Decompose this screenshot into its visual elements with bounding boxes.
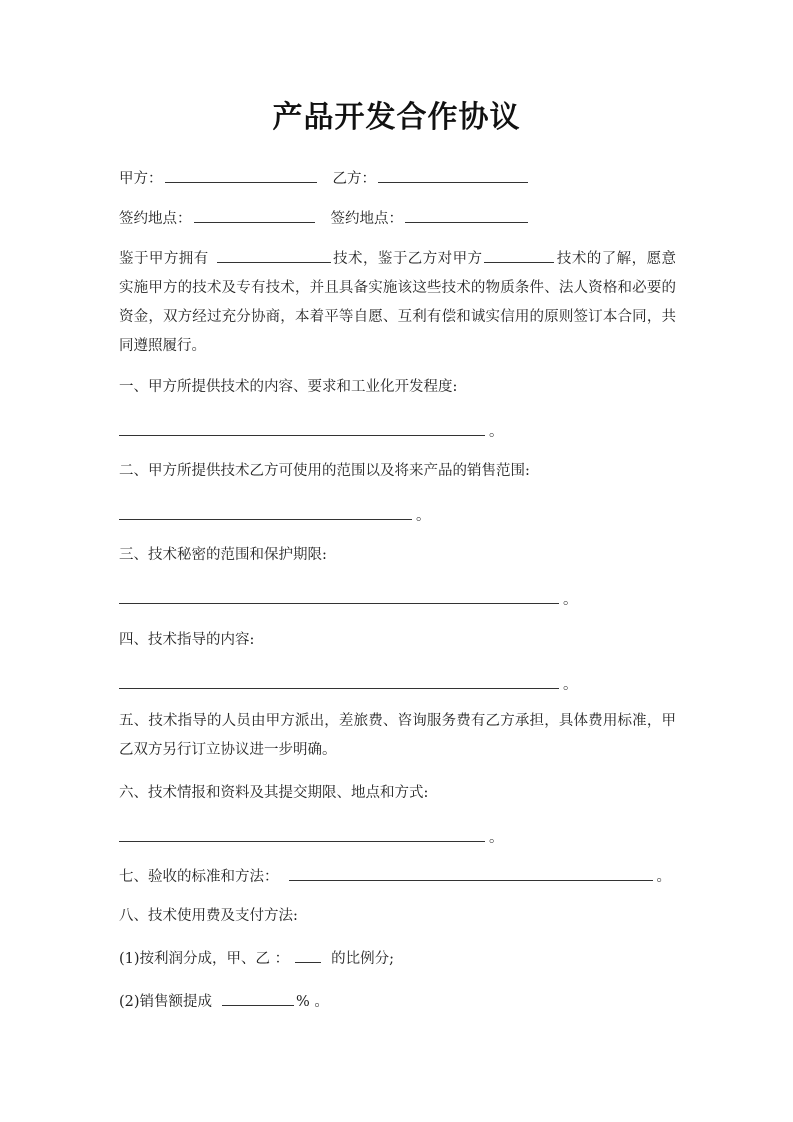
- section-5-paragraph: 五、技术指导的人员由甲方派出，差旅费、咨询服务费有乙方承担，具体费用标准，甲乙双方另行订立协议进一步明确。: [119, 713, 676, 758]
- sign-place-a-label: 签约地点：: [119, 211, 192, 227]
- section-7-line: [119, 866, 671, 887]
- preamble-paragraph: [119, 245, 676, 361]
- party-b-blank: [378, 168, 528, 183]
- preamble-blank-2: [484, 248, 554, 263]
- ratio-blank: [295, 948, 321, 963]
- section-3-fill: [119, 589, 578, 610]
- section-1-fill: [119, 421, 504, 442]
- preamble-part2: 技术，鉴于乙方对甲方: [332, 251, 483, 267]
- section-3-heading: 三、技术秘密的范围和保护期限:: [119, 547, 327, 563]
- party-a-blank: [165, 168, 317, 183]
- payment-option-2-label: (2)销售额提成: [119, 994, 213, 1010]
- section-6-period: 。: [489, 830, 504, 846]
- section-4-fill: [119, 674, 578, 695]
- section-8-heading: 八、技术使用费及支付方法:: [119, 908, 298, 924]
- sign-place-line: [119, 208, 530, 229]
- section-3-period: 。: [563, 592, 578, 608]
- section-1-heading: 一、甲方所提供技术的内容、要求和工业化开发程度:: [119, 379, 458, 395]
- preamble-part3: 技术的了解，愿意实施甲方的技术及专有技术，并且具备实施该这些技术的物质条件、法人资格和必要的资金，双方经过充分协商，本着平等自愿、互利有偿和诚实信用的原则签订本合同，共同遵照履行。: [119, 251, 677, 354]
- payment-option-1-suffix: 的比例分;: [331, 951, 395, 967]
- section-7-period: 。: [656, 869, 671, 885]
- section-2-heading: 二、甲方所提供技术乙方可使用的范围以及将来产品的销售范围:: [119, 463, 530, 479]
- section-2-blank: [119, 505, 412, 520]
- payment-option-1-label: (1)按利润分成，甲、乙 ：: [119, 951, 290, 967]
- preamble-blank-1: [217, 248, 331, 263]
- section-6-blank: [119, 827, 485, 842]
- payment-option-1: [119, 948, 394, 969]
- section-4-heading: 四、技术指导的内容:: [119, 632, 255, 648]
- parties-line: [119, 168, 530, 189]
- section-6-fill: [119, 827, 504, 848]
- section-2-fill: [119, 505, 431, 526]
- sign-place-b-label: 签约地点：: [330, 211, 403, 227]
- section-4-blank: [119, 674, 559, 689]
- party-a-label: 甲方：: [119, 171, 163, 187]
- sign-place-a-blank: [194, 208, 315, 223]
- section-4-period: 。: [563, 677, 578, 693]
- section-6-heading: 六、技术情报和资料及其提交期限、地点和方式:: [119, 785, 429, 801]
- document-title: 产品开发合作协议: [272, 100, 521, 135]
- section-3-blank: [119, 589, 559, 604]
- section-2-period: 。: [416, 508, 431, 524]
- section-1-period: 。: [489, 424, 504, 440]
- section-7-blank: [289, 866, 653, 881]
- payment-option-2-suffix: % 。: [296, 994, 329, 1010]
- payment-option-2: [119, 991, 329, 1012]
- preamble-part1: 鉴于甲方拥有: [119, 251, 209, 267]
- section-7-heading: 七、验收的标准和方法：: [119, 869, 279, 885]
- party-b-label: 乙方：: [332, 171, 376, 187]
- percent-blank: [222, 991, 294, 1006]
- sign-place-b-blank: [405, 208, 528, 223]
- section-1-blank: [119, 421, 485, 436]
